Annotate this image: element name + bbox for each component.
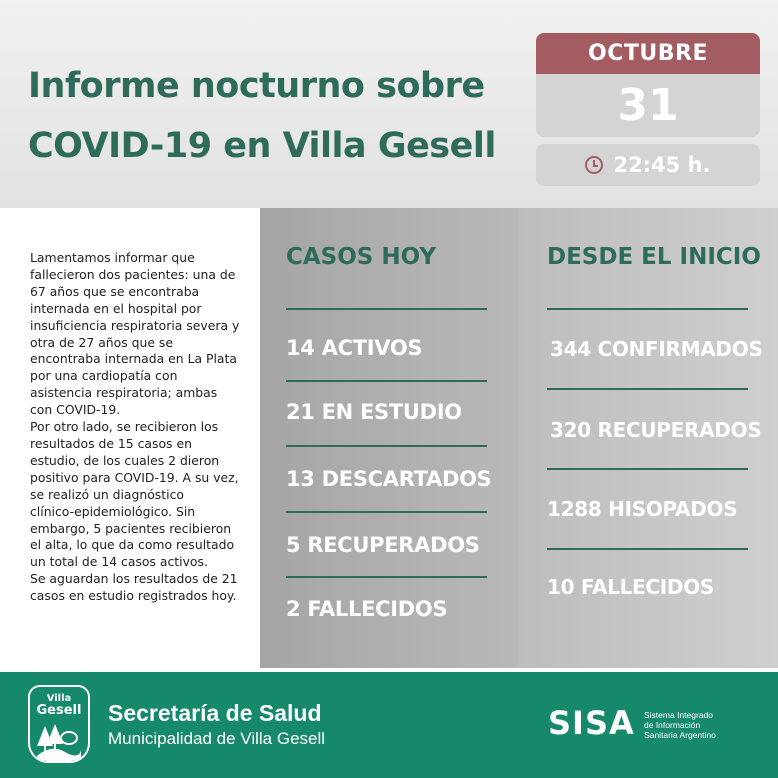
tree-dune-icon (35, 722, 83, 762)
time-label: 22:45 h. (613, 153, 711, 177)
today-stat-activos (286, 336, 422, 360)
divider (286, 511, 487, 513)
sisa-line-2: de Información (644, 720, 701, 730)
header-banner (0, 0, 778, 208)
logo-line-1: Villa (46, 693, 72, 704)
today-stat-descartados (286, 467, 492, 491)
divider (286, 576, 487, 578)
month-label: OCTUBRE (588, 41, 708, 66)
page-title (28, 56, 528, 176)
today-heading: CASOS HOY (286, 244, 437, 270)
stat-label: FALLECIDOS (307, 597, 448, 621)
stat-value: 5 (286, 533, 301, 557)
divider (286, 308, 487, 310)
narrative-paragraph-1: Lamentamos informar que fallecieron dos pacientes: una de 67 años que se encontraba internada en el hospital por insuficiencia respiratoria severa y otra de 27 años que se encontraba internada en La Plata por una cardiopatía con asistencia respiratoria; ambas con COVID-19. (30, 250, 240, 418)
stat-label: FALLECIDOS (580, 575, 715, 599)
today-stat-fallecidos (286, 597, 447, 621)
villa-gesell-logo (28, 685, 90, 763)
day-badge (536, 74, 760, 137)
clock-icon (585, 156, 603, 174)
logo-line-2: Gesell (36, 703, 82, 718)
stat-value: 10 (547, 575, 575, 599)
total-stat-hisopados (547, 497, 737, 521)
title-line-2: COVID-19 en Villa Gesell (28, 126, 496, 166)
divider (547, 388, 748, 390)
time-badge (536, 144, 760, 186)
today-column (260, 208, 519, 668)
title-line-1: Informe nocturno sobre (28, 66, 485, 106)
total-heading: DESDE EL INICIO (547, 244, 761, 270)
day-label: 31 (617, 80, 679, 131)
sisa-line-1: Sistema Integrado (644, 710, 713, 720)
total-stat-recuperados (550, 418, 761, 442)
stat-value: 14 (286, 336, 315, 360)
narrative-paragraph-3: Se aguardan los resultados de 21 casos en estudio registrados hoy. (30, 571, 238, 604)
stat-label: ACTIVOS (321, 336, 423, 360)
divider (547, 548, 748, 550)
stat-value: 320 (550, 418, 591, 442)
org-title: Secretaría de Salud (108, 700, 322, 726)
total-column (519, 208, 778, 668)
stat-value: 1288 (547, 497, 602, 521)
stat-label: RECUPERADOS (597, 418, 762, 442)
total-stat-fallecidos (547, 575, 714, 599)
divider (547, 468, 748, 470)
stat-value: 2 (286, 597, 301, 621)
stat-value: 21 (286, 400, 315, 424)
stat-value: 344 (550, 337, 591, 361)
stat-label: DESCARTADOS (321, 467, 492, 491)
sisa-logo: SISA (548, 704, 635, 742)
today-stat-recuperados (286, 533, 480, 557)
divider (286, 445, 487, 447)
narrative-paragraph-2: Por otro lado, se recibieron los resultados de 15 casos en estudio, de los cuales 2 dieron positivo para COVID-19. A su vez, se realizó un diagnóstico clínico-epidemiológico. Sin embargo, 5 pacientes recibieron el alta, lo que da como resultado un total de 14 casos activos. (30, 419, 239, 570)
stat-value: 13 (286, 467, 315, 491)
stat-label: HISOPADOS (608, 497, 738, 521)
month-badge (536, 33, 760, 74)
stat-label: CONFIRMADOS (597, 337, 763, 361)
report-narrative (30, 250, 258, 605)
sisa-line-3: Sanitaria Argentino (644, 730, 716, 740)
divider (286, 380, 487, 382)
today-stat-en-estudio (286, 400, 462, 424)
stat-label: EN ESTUDIO (321, 400, 462, 424)
divider (547, 308, 748, 310)
sisa-description (644, 710, 764, 740)
stat-label: RECUPERADOS (307, 533, 480, 557)
org-subtitle: Municipalidad de Villa Gesell (108, 729, 326, 748)
total-stat-confirmados (550, 337, 763, 361)
